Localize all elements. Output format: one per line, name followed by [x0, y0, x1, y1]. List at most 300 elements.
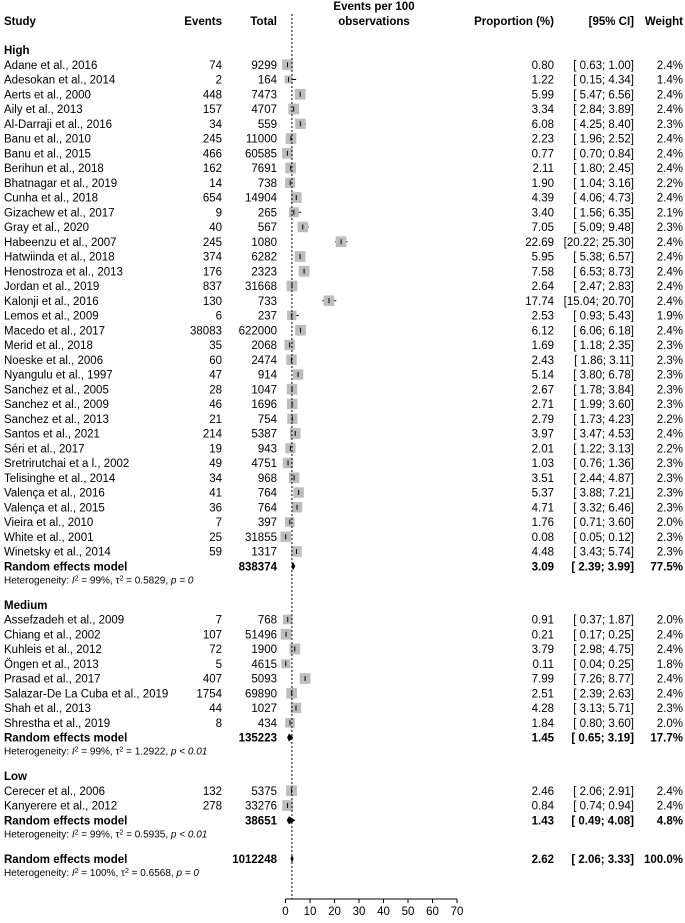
column-headers — [4, 1, 683, 28]
proportion-value: 3.40 — [531, 207, 554, 220]
summary-ci: [ 0.65; 3.19] — [571, 732, 634, 745]
summary-label: Random effects model — [4, 561, 128, 574]
ci-value: [ 0.15; 4.34] — [573, 74, 634, 87]
ci-value: [ 7.26; 8.77] — [573, 673, 634, 686]
events-value: 40 — [209, 222, 222, 234]
total-value: 2068 — [251, 340, 277, 352]
summary-total: 38651 — [245, 815, 277, 828]
header-events: Events — [184, 16, 222, 28]
study-name: Aily et al., 2013 — [4, 104, 83, 116]
summary-proportion: 2.62 — [531, 853, 554, 866]
weight-value: 2.3% — [656, 703, 683, 715]
weight-value: 2.0% — [656, 614, 683, 627]
study-row — [4, 295, 683, 307]
proportion-value: 6.08 — [531, 118, 554, 131]
events-value: 25 — [209, 531, 222, 544]
summary-weight: 17.7% — [650, 732, 683, 745]
ci-value: [ 2.39; 2.63] — [573, 688, 634, 701]
weight-value: 1.8% — [656, 658, 683, 671]
x-tick-label: 10 — [303, 906, 317, 918]
total-value: 1317 — [251, 546, 277, 559]
study-row — [4, 688, 683, 700]
proportion-value: 22.69 — [525, 236, 554, 249]
summary-row — [4, 854, 683, 866]
study-row — [4, 532, 683, 544]
ci-value: [ 1.18; 2.35] — [573, 340, 634, 352]
events-value: 1754 — [196, 688, 222, 701]
summary-row — [4, 561, 683, 573]
ci-value: [ 1.04; 3.16] — [573, 177, 634, 190]
ci-value: [ 0.37; 1.87] — [573, 614, 634, 627]
ci-value: [ 1.86; 3.11] — [574, 354, 634, 367]
study-row — [4, 355, 683, 367]
total-value: 1696 — [251, 399, 277, 411]
events-value: 407 — [202, 673, 222, 686]
weight-value: 2.3% — [656, 487, 683, 500]
study-name: Sanchez et al., 2013 — [4, 413, 109, 426]
weight-value: 2.3% — [656, 531, 683, 544]
x-tick-label: 40 — [377, 906, 390, 918]
study-name: Jordan et al., 2019 — [4, 281, 100, 293]
weight-value: 2.3% — [656, 369, 683, 382]
events-value: 448 — [202, 89, 222, 102]
study-name: Cerecer et al., 2006 — [4, 785, 106, 798]
events-value: 837 — [202, 281, 222, 293]
proportion-value: 4.71 — [531, 502, 554, 515]
ci-value: [ 6.53; 8.73] — [573, 266, 634, 279]
proportion-value: 5.37 — [531, 487, 554, 500]
study-row — [4, 487, 683, 499]
weight-value: 2.3% — [656, 384, 683, 397]
total-value: 397 — [257, 517, 277, 529]
study-name: Cunha et al., 2018 — [4, 192, 98, 205]
proportion-value: 17.74 — [525, 295, 554, 308]
proportion-value: 2.79 — [531, 413, 554, 426]
study-name: Kuhleis et al., 2012 — [4, 644, 102, 656]
summary-row — [4, 733, 683, 745]
proportion-value: 7.99 — [531, 673, 554, 686]
weight-value: 2.4% — [656, 192, 683, 205]
study-row — [4, 133, 683, 145]
study-row — [4, 75, 683, 87]
study-name: Chiang et al., 2002 — [4, 629, 101, 642]
ci-value: [ 3.47; 4.53] — [573, 428, 634, 441]
weight-value: 2.4% — [656, 644, 683, 656]
proportion-value: 0.84 — [531, 800, 554, 813]
study-row — [4, 311, 683, 323]
ci-value: [ 5.38; 6.57] — [573, 251, 634, 264]
proportion-value: 2.01 — [531, 443, 554, 456]
study-name: Assefzadeh et al., 2009 — [4, 614, 125, 627]
study-name: Adane et al., 2016 — [4, 59, 98, 72]
weight-value: 2.0% — [656, 717, 683, 730]
weight-value: 2.4% — [656, 236, 683, 249]
study-name: Hatwiinda et al., 2018 — [4, 251, 115, 264]
summary-label: Random effects model — [4, 815, 128, 828]
study-name: Öngen et al., 2013 — [4, 658, 99, 671]
proportion-value: 2.71 — [531, 399, 554, 411]
study-name: Macedo et al., 2017 — [4, 325, 106, 338]
events-value: 38083 — [190, 325, 222, 338]
study-row — [4, 718, 683, 730]
events-value: 245 — [202, 236, 222, 249]
proportion-value: 2.43 — [531, 354, 554, 367]
total-value: 768 — [257, 614, 277, 627]
total-value: 559 — [257, 118, 277, 131]
summary-total: 1012248 — [232, 853, 277, 866]
ci-value: [20.22; 25.30] — [563, 236, 634, 249]
proportion-value: 3.34 — [531, 104, 554, 116]
total-value: 4751 — [251, 458, 277, 470]
proportion-value: 0.11 — [532, 658, 554, 671]
weight-value: 2.4% — [656, 673, 683, 686]
weight-value: 2.4% — [656, 281, 683, 293]
total-value: 265 — [257, 207, 277, 220]
study-name: Valença et al., 2016 — [4, 487, 105, 500]
events-value: 176 — [202, 266, 222, 279]
ci-value: [ 0.04; 0.25] — [573, 658, 634, 671]
study-name: Berihun et al., 2018 — [4, 163, 104, 175]
weight-value: 2.4% — [656, 325, 683, 338]
events-value: 214 — [202, 428, 222, 441]
study-row — [4, 251, 683, 263]
study-name: Nyangulu et al., 1997 — [4, 369, 113, 382]
events-value: 107 — [202, 629, 222, 642]
events-value: 130 — [202, 295, 222, 308]
proportion-value: 0.91 — [531, 614, 554, 627]
events-value: 8 — [215, 717, 222, 730]
study-name: Telisinghe et al., 2014 — [4, 472, 116, 485]
total-value: 434 — [257, 717, 277, 730]
weight-value: 2.0% — [656, 517, 683, 529]
study-row — [4, 443, 683, 455]
weight-value: 2.4% — [656, 163, 683, 175]
ci-value: [ 4.06; 4.73] — [573, 192, 634, 205]
weight-value: 2.2% — [656, 413, 683, 426]
proportion-value: 1.69 — [531, 340, 554, 352]
total-value: 567 — [257, 222, 277, 234]
ci-value: [ 1.22; 3.13] — [573, 443, 634, 456]
total-value: 51496 — [245, 629, 277, 642]
proportion-value: 4.28 — [531, 703, 554, 715]
study-name: Prasad et al., 2017 — [4, 673, 101, 686]
weight-value: 2.4% — [656, 148, 683, 161]
study-name: Kalonji et al., 2016 — [4, 295, 99, 308]
study-name: Banu et al., 2015 — [4, 148, 91, 161]
total-value: 6282 — [251, 251, 277, 264]
proportion-value: 5.99 — [531, 89, 554, 102]
proportion-value: 6.12 — [531, 325, 554, 338]
ci-value: [ 2.84; 3.89] — [573, 104, 634, 116]
summary-total: 838374 — [238, 561, 277, 574]
study-row — [4, 546, 683, 558]
x-tick-label: 50 — [401, 906, 415, 918]
study-row — [4, 800, 683, 812]
heterogeneity-text: Heterogeneity: $I^2 = 99\%$, $\tau^2 = 0.5935$, p < 0.01 — [4, 828, 208, 841]
x-tick-label: 70 — [450, 906, 464, 918]
study-row — [4, 414, 683, 426]
total-value: 164 — [257, 74, 277, 87]
events-value: 59 — [209, 546, 222, 559]
events-value: 157 — [202, 104, 222, 116]
study-name: White et al., 2001 — [4, 531, 94, 544]
study-name: Banu et al., 2010 — [4, 133, 91, 146]
study-name: Bhatnagar et al., 2019 — [4, 177, 118, 190]
header-total: Total — [250, 16, 277, 28]
proportion-value: 0.80 — [531, 59, 554, 72]
study-name: Valença et al., 2015 — [4, 502, 105, 515]
weight-value: 2.4% — [656, 104, 683, 116]
ci-value: [ 2.47; 2.83] — [573, 281, 634, 293]
ci-value: [ 2.98; 4.75] — [573, 644, 634, 656]
total-value: 7473 — [251, 89, 277, 102]
study-name: Lemos et al., 2009 — [4, 310, 99, 323]
study-name: Kanyerere et al., 2012 — [4, 800, 118, 813]
weight-value: 2.1% — [656, 207, 683, 220]
header-proportion: Proportion (%) — [474, 16, 554, 28]
ci-value: [ 3.88; 7.21] — [573, 487, 634, 500]
study-row — [4, 325, 683, 337]
ci-value: [ 2.44; 4.87] — [573, 472, 634, 485]
total-value: 914 — [257, 369, 277, 382]
weight-value: 2.4% — [656, 428, 683, 441]
proportion-value: 0.08 — [531, 531, 554, 544]
proportion-value: 3.51 — [531, 472, 554, 485]
study-name: Habeenzu et al., 2007 — [4, 236, 117, 249]
ci-value: [ 5.47; 6.56] — [573, 89, 634, 102]
ci-value: [ 3.13; 5.71] — [573, 703, 634, 715]
study-name: Shah et al., 2013 — [4, 703, 91, 715]
weight-value: 2.2% — [656, 443, 683, 456]
study-row — [4, 428, 683, 440]
summary-ci: [ 0.49; 4.08] — [571, 815, 634, 828]
study-row — [4, 281, 683, 293]
header-plot-line2: observations — [338, 16, 410, 28]
total-value: 4615 — [251, 658, 277, 671]
summary-weight: 100.0% — [643, 853, 683, 866]
total-value: 69890 — [245, 688, 277, 701]
total-value: 764 — [257, 502, 277, 515]
ci-value: [ 0.80; 3.60] — [573, 717, 634, 730]
ci-value: [ 4.25; 8.40] — [573, 118, 634, 131]
events-value: 60 — [209, 354, 222, 367]
forest-rows — [4, 45, 683, 879]
study-row — [4, 119, 683, 131]
summary-label: Random effects model — [4, 853, 128, 866]
total-value: 733 — [257, 295, 277, 308]
x-axis — [282, 14, 463, 918]
events-value: 14 — [209, 177, 222, 190]
events-value: 44 — [209, 703, 222, 715]
weight-value: 2.4% — [656, 251, 683, 264]
study-row — [4, 473, 683, 485]
proportion-value: 0.77 — [531, 148, 554, 161]
weight-value: 2.4% — [656, 800, 683, 813]
study-row — [4, 384, 683, 396]
weight-value: 2.4% — [656, 89, 683, 102]
weight-value: 2.3% — [656, 118, 683, 131]
study-row — [4, 644, 683, 656]
ci-value: [ 0.70; 0.84] — [573, 148, 634, 161]
ci-value: [ 0.63; 1.00] — [573, 59, 634, 72]
summary-ci: [ 2.39; 3.99] — [571, 561, 634, 574]
total-value: 1027 — [251, 703, 277, 715]
proportion-value: 4.39 — [531, 192, 554, 205]
header-ci: [95% CI] — [588, 16, 634, 28]
events-value: 47 — [209, 369, 222, 382]
events-value: 466 — [202, 148, 222, 161]
heterogeneity-text: Heterogeneity: $I^2 = 99\%$, $\tau^2 = 1.2922$, p < 0.01 — [4, 746, 208, 758]
weight-value: 2.4% — [656, 133, 683, 146]
events-value: 7 — [215, 517, 222, 529]
ci-value: [ 1.80; 2.45] — [573, 163, 634, 175]
group-label: Low — [4, 771, 27, 783]
total-value: 738 — [257, 177, 277, 190]
study-row — [4, 163, 683, 175]
total-value: 968 — [257, 472, 277, 485]
total-value: 5387 — [251, 428, 277, 441]
study-row — [4, 222, 683, 234]
study-name: Winetsky et al., 2014 — [4, 546, 111, 559]
weight-value: 2.4% — [656, 688, 683, 701]
study-row — [4, 89, 683, 101]
weight-value: 2.4% — [656, 295, 683, 308]
proportion-value: 5.14 — [531, 369, 554, 382]
weight-value: 2.3% — [656, 472, 683, 485]
events-value: 34 — [209, 118, 222, 131]
study-name: Séri et al., 2017 — [4, 443, 85, 456]
study-row — [4, 236, 683, 248]
study-row — [4, 615, 683, 627]
heterogeneity-text: Heterogeneity: $I^2 = 99\%$, $\tau^2 = 0.5829$, p = 0 — [4, 574, 194, 587]
weight-value: 2.3% — [656, 340, 683, 352]
study-name: Sanchez et al., 2005 — [4, 384, 109, 397]
proportion-value: 7.58 — [531, 266, 554, 279]
study-name: Noeske et al., 2006 — [4, 354, 104, 367]
study-name: Sanchez et al., 2009 — [4, 399, 109, 411]
events-value: 9 — [215, 207, 222, 220]
events-value: 74 — [209, 59, 222, 72]
proportion-value: 5.95 — [531, 251, 554, 264]
ci-value: [ 3.32; 6.46] — [573, 502, 634, 515]
proportion-value: 1.90 — [531, 177, 554, 190]
summary-row — [4, 815, 683, 827]
header-study: Study — [4, 16, 36, 28]
events-value: 72 — [209, 644, 222, 656]
events-value: 34 — [209, 472, 222, 485]
total-value: 2474 — [251, 354, 277, 367]
x-tick-label: 60 — [426, 906, 439, 918]
study-row — [4, 629, 683, 641]
total-value: 943 — [257, 443, 277, 456]
events-value: 5 — [215, 658, 222, 671]
ci-value: [ 1.73; 4.23] — [573, 413, 634, 426]
header-plot-line1: Events per 100 — [333, 1, 415, 13]
x-tick-label: 0 — [282, 906, 289, 918]
weight-value: 2.3% — [656, 546, 683, 559]
summary-proportion: 3.09 — [531, 561, 554, 574]
weight-value: 1.4% — [656, 74, 683, 87]
study-row — [4, 517, 683, 529]
weight-value: 2.4% — [656, 629, 683, 642]
total-value: 9299 — [251, 59, 277, 72]
study-row — [4, 673, 683, 685]
summary-label: Random effects model — [4, 732, 128, 745]
study-row — [4, 192, 683, 204]
total-value: 60585 — [245, 148, 277, 161]
total-value: 1047 — [251, 384, 277, 397]
study-row — [4, 207, 683, 219]
study-row — [4, 148, 683, 160]
weight-value: 2.3% — [656, 354, 683, 367]
proportion-value: 1.03 — [531, 458, 554, 470]
total-value: 5375 — [251, 785, 277, 798]
weight-value: 2.4% — [656, 785, 683, 798]
study-name: Sretrirutchai et a l., 2002 — [4, 458, 130, 470]
ci-value: [15.04; 20.70] — [563, 295, 634, 308]
summary-diamond — [287, 816, 296, 824]
events-value: 132 — [202, 785, 222, 798]
events-value: 19 — [209, 443, 222, 456]
total-value: 1900 — [251, 644, 277, 656]
study-row — [4, 369, 683, 381]
study-row — [4, 659, 683, 671]
group-label: High — [4, 45, 30, 57]
ci-value: [ 1.96; 2.52] — [573, 133, 634, 146]
ci-value: [ 0.05; 0.12] — [573, 531, 634, 544]
events-value: 374 — [202, 251, 222, 264]
proportion-value: 2.64 — [531, 281, 554, 293]
ci-value: [ 1.78; 3.84] — [573, 384, 634, 397]
proportion-value: 2.46 — [531, 785, 554, 798]
proportion-value: 2.53 — [531, 310, 554, 323]
study-row — [4, 785, 683, 797]
header-weight: Weight — [644, 16, 683, 28]
study-row — [4, 178, 683, 190]
weight-value: 2.3% — [656, 458, 683, 470]
study-row — [4, 399, 683, 411]
events-value: 7 — [215, 614, 222, 627]
study-name: Gizachew et al., 2017 — [4, 207, 115, 220]
proportion-value: 1.76 — [531, 517, 554, 529]
proportion-value: 1.22 — [531, 74, 554, 87]
events-value: 41 — [209, 487, 222, 500]
proportion-value: 2.23 — [531, 133, 554, 146]
proportion-value: 3.79 — [531, 644, 554, 656]
summary-proportion: 1.43 — [531, 815, 554, 828]
study-name: Shrestha et al., 2019 — [4, 717, 111, 730]
study-row — [4, 458, 683, 470]
study-row — [4, 104, 683, 116]
events-value: 6 — [215, 310, 222, 323]
weight-value: 2.2% — [656, 177, 683, 190]
weight-value: 2.4% — [656, 59, 683, 72]
weight-value: 2.4% — [656, 266, 683, 279]
study-row — [4, 340, 683, 352]
weight-value: 2.3% — [656, 222, 683, 234]
study-row — [4, 59, 683, 71]
total-value: 5093 — [251, 673, 277, 686]
total-value: 33276 — [245, 800, 277, 813]
ci-value: [ 5.09; 9.48] — [573, 222, 634, 234]
events-value: 46 — [209, 399, 222, 411]
weight-value: 2.3% — [656, 399, 683, 411]
summary-total: 135223 — [238, 732, 277, 745]
ci-value: [ 1.56; 6.35] — [573, 207, 634, 220]
total-value: 31668 — [245, 281, 277, 293]
study-name: Merid et al., 2018 — [4, 340, 93, 352]
study-name: Gray et al., 2020 — [4, 222, 90, 234]
